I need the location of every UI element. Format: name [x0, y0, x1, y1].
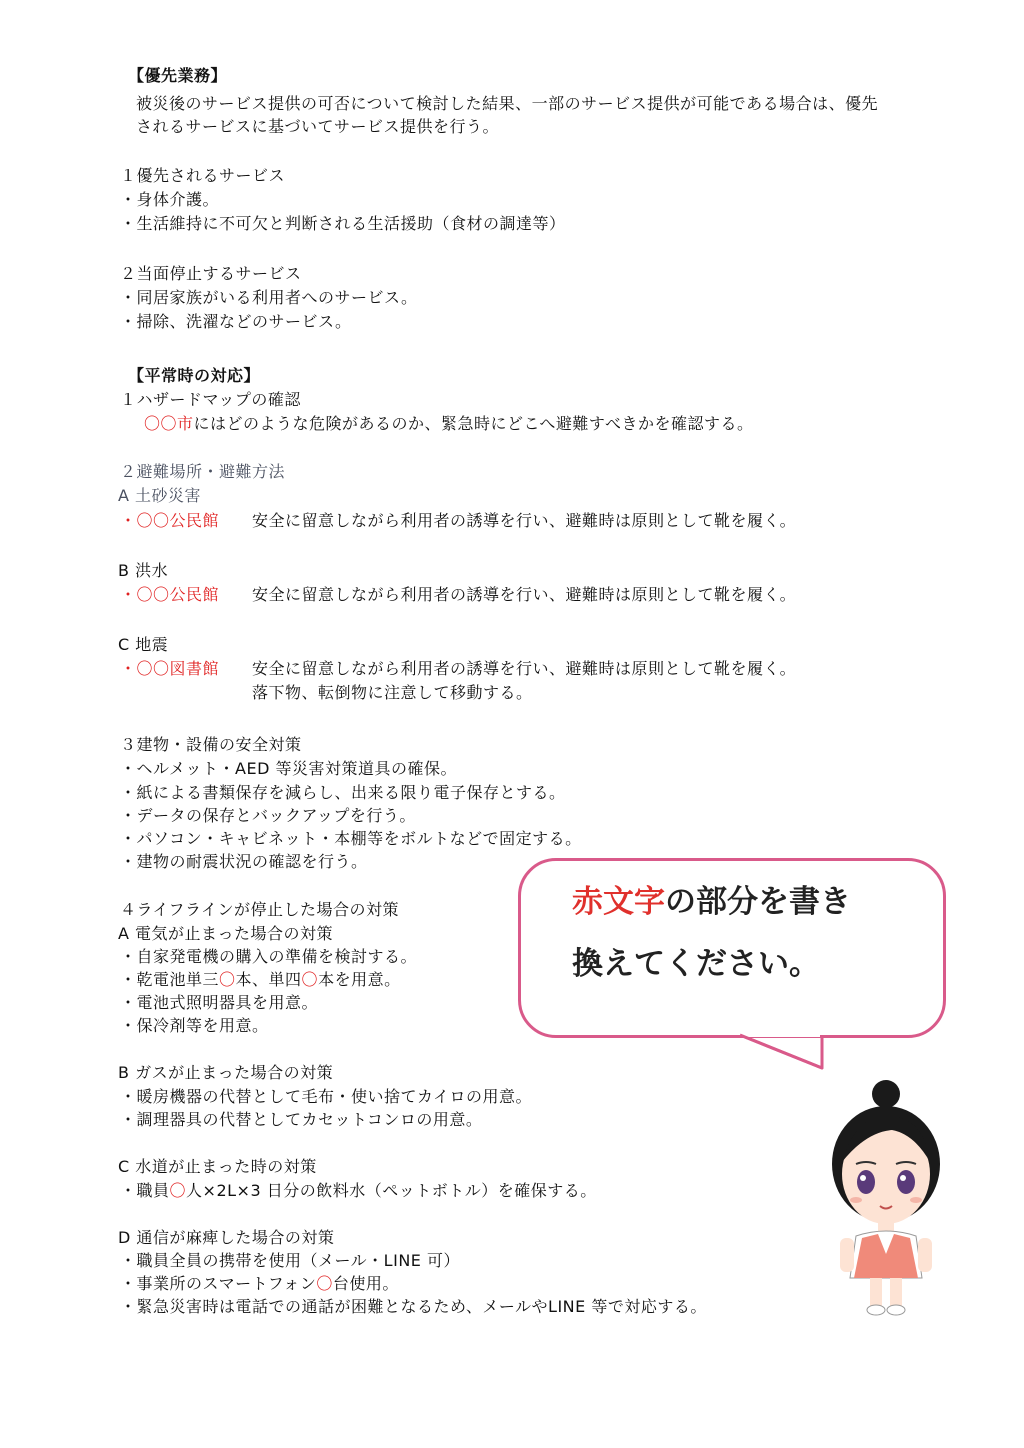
priority-intro-line1: 被災後のサービス提供の可否について検討した結果、一部のサービス提供が可能である場合は、優先: [136, 94, 879, 113]
comm-title: D 通信が麻痺した場合の対策: [118, 1228, 335, 1247]
electric-item2-b: 本、単四: [235, 970, 302, 989]
nurse-character-icon: [826, 1078, 946, 1318]
list-item: ・データの保存とバックアップを行う。: [120, 806, 416, 825]
list-item: ・パソコン・キャビネット・本棚等をボルトなどで固定する。: [120, 829, 582, 848]
evac-place-a: 〇〇公民館: [136, 511, 220, 530]
list-item: ・電池式照明器具を用意。: [120, 993, 319, 1012]
evac-label-c: C 地震: [118, 635, 169, 654]
priority-intro-line2: されるサービスに基づいてサービス提供を行う。: [136, 117, 500, 136]
evac-label-a: A 土砂災害: [118, 486, 202, 505]
list-item: ・ヘルメット・AED 等災害対策道具の確保。: [120, 759, 457, 778]
bubble-line1-rest: の部分を書き: [665, 884, 851, 920]
electric-title: A 電気が止まった場合の対策: [118, 924, 334, 943]
list-item: ・緊急災害時は電話での通話が困難となるため、メールやLINE 等で対応する。: [120, 1297, 707, 1316]
water-item-b: 人×2L×3 日分の飲料水（ペットボトル）を確保する。: [186, 1181, 597, 1200]
bubble-line2: 換えてください。: [572, 946, 820, 982]
building-title: ３建物・設備の安全対策: [120, 735, 302, 754]
list-item: ・建物の耐震状況の確認を行う。: [120, 852, 368, 871]
list-item: ・紙による書類保存を減らし、出来る限り電子保存とする。: [120, 783, 566, 802]
list-item: ・同居家族がいる利用者へのサービス。: [120, 288, 418, 307]
sec2-title: ２当面停止するサービス: [120, 264, 302, 283]
list-item: ・身体介護。: [120, 190, 220, 209]
evac-row-b: [120, 585, 219, 605]
red-circle-mark: 〇: [219, 970, 236, 989]
list-item: ・暖房機器の代替として毛布・使い捨てカイロの用意。: [120, 1087, 533, 1106]
list-item: ・調理器具の代替としてカセットコンロの用意。: [120, 1110, 483, 1129]
hazard-title: １ハザードマップの確認: [120, 390, 301, 409]
evac-row-a: [120, 511, 219, 531]
hazard-line: [144, 414, 754, 434]
evac-label-b: B 洪水: [118, 561, 169, 580]
lifeline-title: ４ライフラインが停止した場合の対策: [120, 900, 400, 919]
list-item: ・自家発電機の購入の準備を検討する。: [120, 947, 418, 966]
water-item-a: ・職員: [120, 1181, 170, 1200]
evac-place-b: 〇〇公民館: [136, 585, 220, 604]
list-item: ・保冷剤等を用意。: [120, 1016, 269, 1035]
electric-item2-a: ・乾電池単三: [120, 970, 220, 989]
evac-text-c: 安全に留意しながら利用者の誘導を行い、避難時は原則として靴を履く。: [252, 659, 797, 678]
evac-text-c2: 落下物、転倒物に注意して移動する。: [252, 683, 533, 702]
sec1-title: １優先されるサービス: [120, 166, 286, 185]
list-item: ・掃除、洗濯などのサービス。: [120, 312, 352, 331]
evac-bullet: ・: [120, 659, 137, 678]
evac-text-b: 安全に留意しながら利用者の誘導を行い、避難時は原則として靴を履く。: [252, 585, 797, 604]
evac-bullet: ・: [120, 585, 137, 604]
red-circle-mark: 〇: [301, 970, 319, 989]
list-item: [120, 970, 401, 990]
comm-item2-a: ・事業所のスマートフォン: [120, 1274, 317, 1293]
red-circle-mark: 〇: [316, 1274, 333, 1293]
list-item: [120, 1274, 399, 1294]
comm-item2-b: 台使用。: [332, 1274, 399, 1293]
electric-item2-c: 本を用意。: [318, 970, 401, 989]
evac-bullet: ・: [120, 511, 137, 530]
gas-title: B ガスが止まった場合の対策: [118, 1063, 334, 1082]
evac-row-c: [120, 659, 219, 679]
list-item: ・職員全員の携帯を使用（メール・LINE 可）: [120, 1251, 460, 1270]
list-item: [120, 1181, 597, 1201]
evac-place-c: 〇〇図書館: [136, 659, 220, 678]
water-title: C 水道が止まった時の対策: [118, 1157, 317, 1176]
evac-text-a: 安全に留意しながら利用者の誘導を行い、避難時は原則として靴を履く。: [252, 511, 797, 530]
evac-title: ２避難場所・避難方法: [120, 462, 286, 481]
hazard-city: 〇〇市: [144, 414, 194, 433]
priority-heading: 【優先業務】: [128, 66, 228, 85]
hazard-text: にはどのような危険があるのか、緊急時にどこへ避難すべきかを確認する。: [193, 414, 754, 433]
red-circle-mark: 〇: [169, 1181, 187, 1200]
normal-heading: 【平常時の対応】: [128, 366, 261, 385]
list-item: ・生活維持に不可欠と判断される生活援助（食材の調達等）: [120, 214, 566, 233]
bubble-highlight: 赤文字: [572, 884, 665, 920]
bubble-line1: [572, 882, 851, 922]
